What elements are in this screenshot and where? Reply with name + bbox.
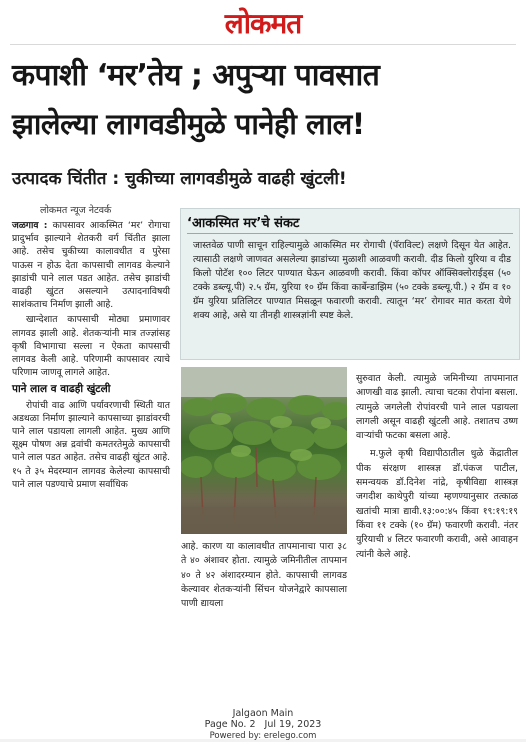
- cotton-field-photo: [181, 367, 347, 534]
- dateline: जळगाव :: [12, 220, 48, 231]
- divider: [10, 44, 516, 45]
- paragraph-right-2: म.फुले कृषी विद्यापीठातील धुळे केंद्रातील पीक संरक्षण शास्त्रज्ञ डॉ.पंकज पाटील, समन्वयक डॉ.दिनेश नांद्रे, कृषीविद्या शास्त्रज्ञ जगदीश काथेपुरी यांच्या म्हणण्यानुसार तत्काळ खतांची मात्रा द्यावी.१३:००:४५ किंवा १९:१९:१९ किंवा ११ टक्के (१० ग्रॅम) फवारणी करावी. नंतर युरियाची ४ लिटर फवारणी करावी, असे आवाहन त्यांनी केले आहे.: [356, 448, 518, 560]
- sidebar-box: [180, 208, 520, 360]
- paragraph-2: खान्देशात कापसाची मोठ्या प्रमाणावर लागवड झाली आहे. शेतकऱ्यांनी मात्र तज्ज्ञांसह कृषी विभागाचा सल्ला न ऐकता कापसाची लागवड केली आहे. परिणामी कापसावर त्याचे परिणाम जाणवू लागले आहेत.: [12, 314, 170, 379]
- headline-line-1: कपाशी ‘मर’तेय ; अपुऱ्या पावसात: [12, 58, 380, 93]
- footer-edition: Jalgaon Main: [232, 708, 294, 719]
- paragraph-right-1: सुरुवात केली. त्यामुळे जमिनीच्या तापमानात आणखी वाढ झाली. त्याचा चटका रोपांना बसला. त्यामुळे जगलेली रोपांवरची पाने लाल पडायला लागली असून वाढही खुंटली आहे. तशातच उष्ण वाऱ्यांची फटका बसला आहे.: [356, 373, 518, 442]
- paragraph-3: रोपांची वाढ आणि पर्यावरणाची स्थिती यात अडथळा निर्माण झाल्याने कापसाच्या झाडांवरची पाने लाल पडायला लागली आहेत. मुख्य आणि सूक्ष्म पोषण अन्न द्रवांची कमतरतेमुळे कापसाची पाने लाल पडत आहेत. तसेच वाढही खुंटत आहे. १५ ते ३५ मेदरम्यान लागवड केलेल्या कापसाची पाने लाल पडण्याचे प्रमाण सर्वाधिक: [12, 399, 170, 490]
- masthead-logo: लोकमत: [224, 7, 302, 40]
- subhead: पाने लाल व वाढही खुंटली: [12, 383, 111, 396]
- sidebar-rule: [187, 233, 513, 234]
- article-column-right: [356, 372, 518, 566]
- article-column-middle: आहे. कारण या कालावधीत तापमानाचा पारा ३८ ते ४० अंशावर होता. त्यामुळे जमिनीतील तापमान ४० ते ४२ अंशादरम्यान होते. कापसाची लागवड केल्यावर शेतकऱ्यांनी सिंचन योजनेद्वारे कापसाला पाणी द्यायला: [181, 541, 347, 610]
- footer-page-date: Page No. 2 Jul 19, 2023: [204, 719, 322, 730]
- sidebar-title: ‘आकस्मित मर’चे संकट: [187, 216, 300, 231]
- footer-powered-by: Powered by: erelego.com: [209, 731, 317, 741]
- paragraph-1-text: कापसावर आकस्मित ‘मर’ रोगाचा प्रादुर्भाव झाल्याने शेतकरी वर्ग चिंतीत झाला आहे. तसेच चुकीच्या कालावधीत व पुरेसा पाऊस न होऊ देता कापसाची लागवड केल्याने झाडांची पाने लाल पडत आहेत. तसेच झाडांची वाढही खुंटत असल्याने उत्पादनाविषयी साशंकताच निर्माण झाली आहे.: [12, 220, 171, 311]
- cotton-plants-image: [181, 367, 347, 534]
- article-column-left: [12, 219, 170, 493]
- subheadline: उत्पादक चिंतीत : चुकीच्या लागवडीमुळे वाढही खुंटली!: [12, 169, 347, 189]
- byline: लोकमत न्यूज नेटवर्क: [40, 205, 112, 216]
- sidebar-body: जास्तवेळ पाणी साचून राहिल्यामुळे आकस्मित मर रोगाची (पॅराविल्ट) लक्षणे दिसून येत आहेत. त्यासाठी लक्षणे जाणवत असलेल्या झाडांच्या मुळाशी आळवणी करावी. दीड किलो युरिया व दीड किलो पोटॅश १०० लिटर पाण्यात घेऊन आळवणी करावी. किंवा कॉपर ऑक्सिक्लोराईड्स (५० टक्के डब्ल्यू.पी) २.५ ग्रॅम, युरिया १० ग्रॅम किंवा कार्बेन्डाझिम (५० टक्के डब्ल्यू.पी.) २ ग्रॅम व १० ग्रॅम युरिया प्रतिलिटर पाण्यात मिसळून फवारणी करावी. त्यातून ‘मर’ रोगावर मात करता येणे शक्य आहे, असे या तीनही शास्त्रज्ञांनी स्पष्ट केले.: [193, 240, 511, 322]
- headline-line-2: झालेल्या लागवडीमुळे पानेही लाल!: [12, 107, 365, 141]
- paragraph-1: [12, 219, 170, 311]
